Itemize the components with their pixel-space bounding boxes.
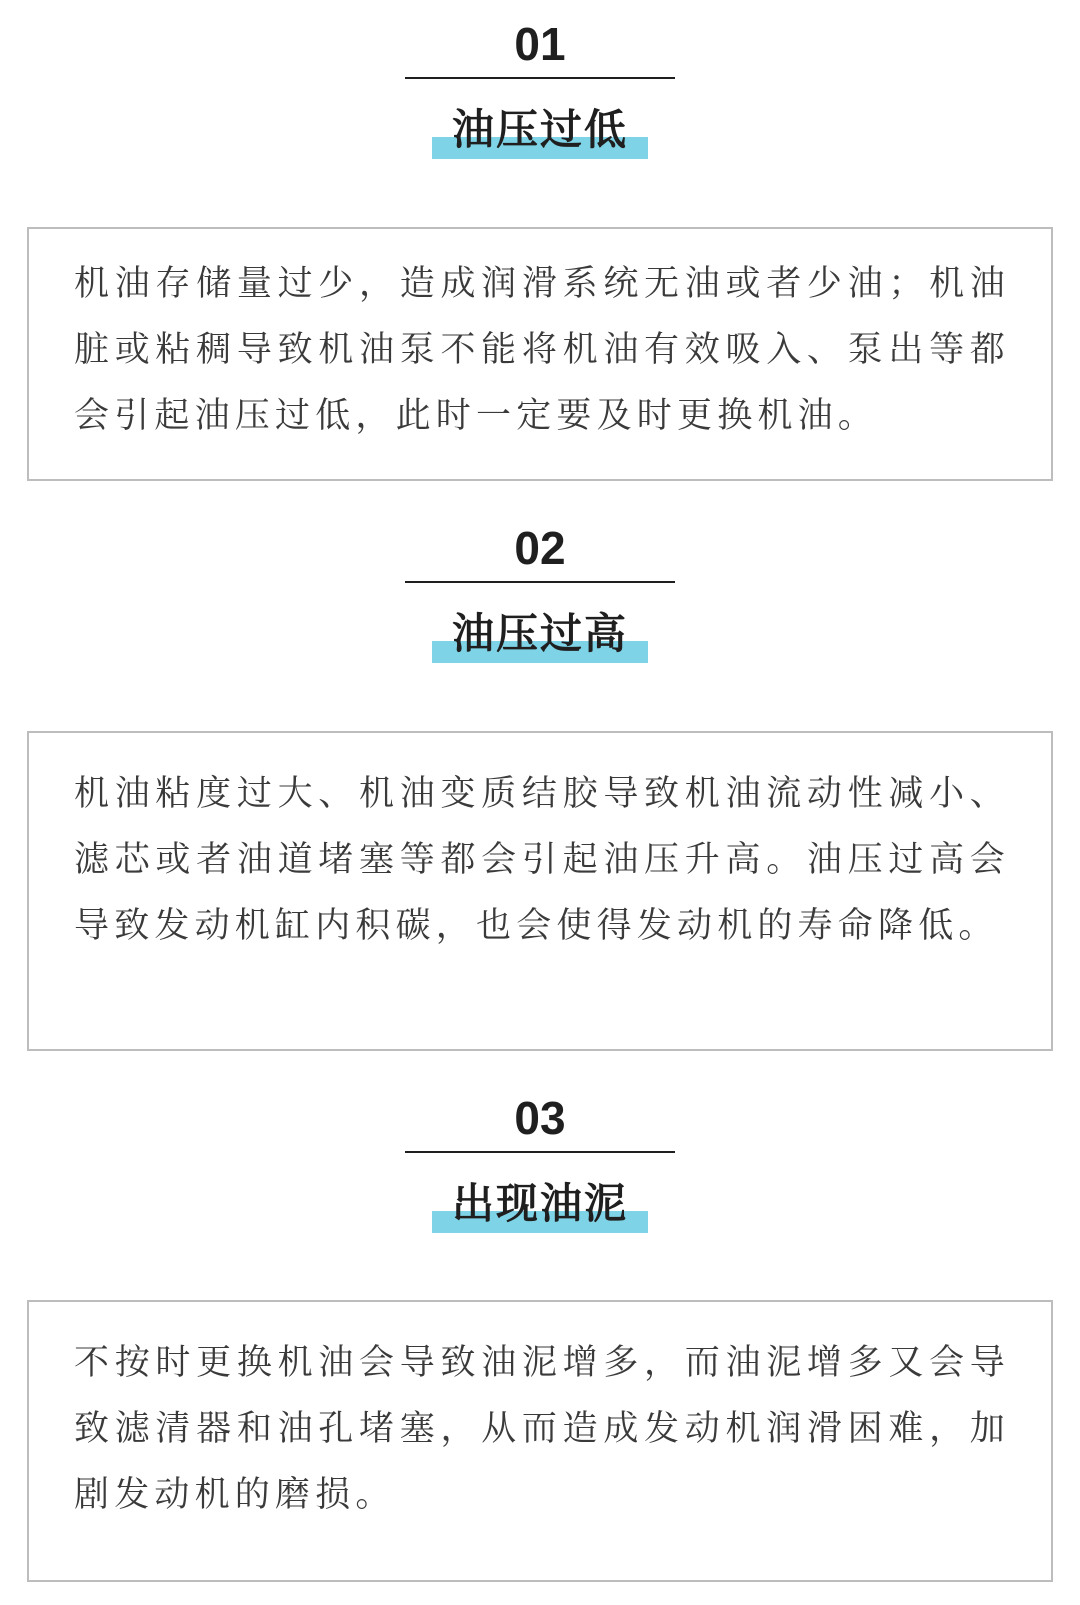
section-number: 03 [514,1092,566,1144]
divider [405,77,675,79]
content-card [27,731,1053,1051]
section-number: 02 [514,522,566,574]
card-body-text: 机油存储量过少，造成润滑系统无油或者少油；机油脏或粘稠导致机油泵不能将机油有效吸入、泵出等都会引起油压过低，此时一定要及时更换机油。 [74,264,1010,436]
divider [405,1151,675,1153]
section-number: 01 [514,18,566,70]
divider [405,581,675,583]
section-title: 油压过低 [451,105,628,154]
content-card [27,227,1053,481]
card-body-text: 不按时更换机油会导致油泥增多，而油泥增多又会导致滤清器和油孔堵塞，从而造成发动机润滑困难，加剧发动机的磨损。 [74,1343,1010,1515]
content-card [27,1300,1053,1582]
card-body-text: 机油粘度过大、机油变质结胶导致机油流动性减小、滤芯或者油道堵塞等都会引起油压升高。油压过高会导致发动机缸内积碳，也会使得发动机的寿命降低。 [74,774,1010,946]
section-title: 油压过高 [451,609,628,658]
section-title: 出现油泥 [451,1179,628,1228]
